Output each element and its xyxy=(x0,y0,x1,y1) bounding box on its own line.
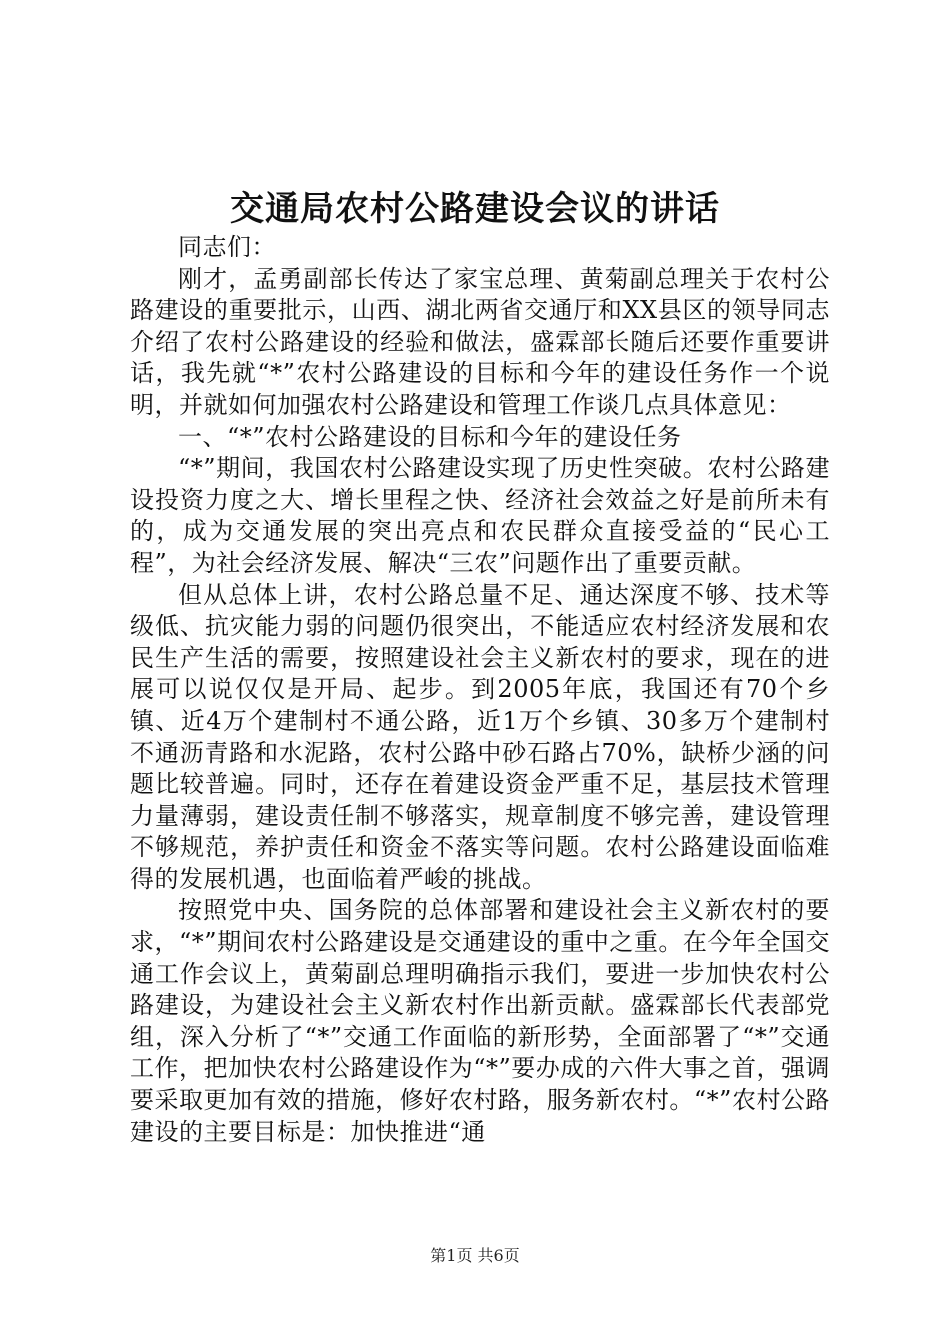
page-footer: 第1页 共6页 xyxy=(430,1246,520,1265)
salutation: 同志们： xyxy=(178,233,276,261)
paragraph: “*”期间，我国农村公路建设实现了历史性突破。农村公路建设投资力度之大、增长里程之快、经济社会效益之好是前所未有的，成为交通发展的突出亮点和农民群众直接受益的“民心工程”，为社会经济发展、解决“三农”问题作出了重要贡献。 xyxy=(130,454,830,577)
document-body xyxy=(130,232,830,1148)
paragraph: 按照党中央、国务院的总体部署和建设社会主义新农村的要求，“*”期间农村公路建设是交通建设的重中之重。在今年全国交通工作会议上，黄菊副总理明确指示我们，要进一步加快农村公路建设，为建设社会主义新农村作出新贡献。盛霖部长代表部党组，深入分析了“*”交通工作面临的新形势，全面部署了“*”交通工作，把加快农村公路建设作为“*”要办成的六件大事之首，强调要采取更加有效的措施，修好农村路，服务新农村。“*”农村公路建设的主要目标是：加快推进“通 xyxy=(130,896,830,1146)
document-title: 交通局农村公路建设会议的讲话 xyxy=(230,189,720,229)
paragraph: 刚才，孟勇副部长传达了家宝总理、黄菊副总理关于农村公路建设的重要批示，山西、湖北两省交通厅和XX县区的领导同志介绍了农村公路建设的经验和做法，盛霖部长随后还要作重要讲话，我先就“*”农村公路建设的目标和今年的建设任务作一个说明，并就如何加强农村公路建设和管理工作谈几点具体意见： xyxy=(130,264,830,419)
section-heading: 一、“*”农村公路建设的目标和今年的建设任务 xyxy=(178,422,682,451)
paragraph: 但从总体上讲，农村公路总量不足、通达深度不够、技术等级低、抗灾能力弱的问题仍很突出，不能适应农村经济发展和农民生产生活的需要，按照建设社会主义新农村的要求，现在的进展可以说仅仅是开局、起步。到2005年底，我国还有70个乡镇、近4万个建制村不通公路，近1万个乡镇、30多万个建制村不通沥青路和水泥路，农村公路中砂石路占70%，缺桥少涵的问题比较普遍。同时，还存在着建设资金严重不足，基层技术管理力量薄弱，建设责任制不够落实，规章制度不够完善，建设管理不够规范，养护责任和资金不落实等问题。农村公路建设面临难得的发展机遇，也面临着严峻的挑战。 xyxy=(130,580,830,893)
